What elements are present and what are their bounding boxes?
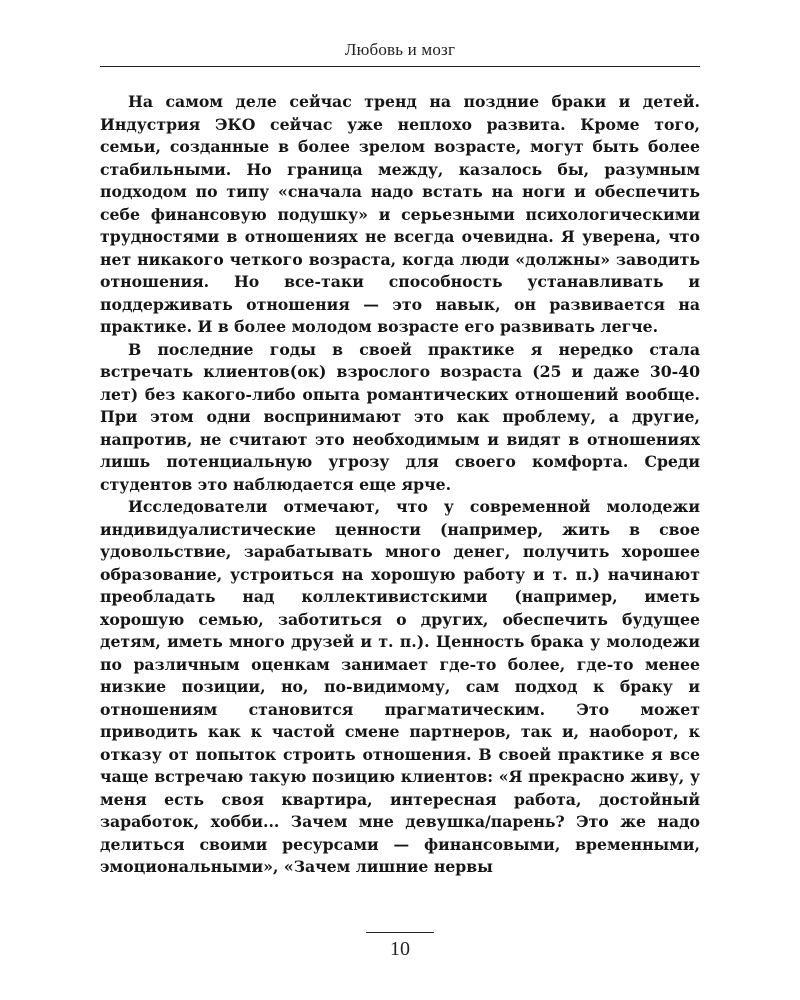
- footer-rule: [366, 932, 434, 933]
- paragraph-2: В последние годы в своей практике я нередко стала встречать клиентов(ок) взрослого возраста (25 и даже 30-40 лет) без какого-либо опыта романтических отношений вообще. При этом одни воспринимают это как проблему, а другие, напротив, не считают это необходимым и видят в отношениях лишь потенциальную угрозу для своего комфорта. Среди студентов это наблюдается еще ярче.: [100, 339, 700, 494]
- body-text: [100, 91, 700, 879]
- page-number: 10: [390, 938, 410, 960]
- paragraph-1: На самом деле сейчас тренд на поздние браки и детей. Индустрия ЭКО сейчас уже неплохо развита. Кроме того, семьи, созданные в более зрелом возрасте, могут быть более стабильными. Но граница между, казалось бы, разумным подходом по типу «сначала надо встать на ноги и обеспечить себе финансовую подушку» и серьезными психологическими трудностями в отношениях не всегда очевидна. Я уверена, что нет никакого четкого возраста, когда люди «должны» заводить отношения. Но все-таки способность устанавливать и поддерживать отношения — это навык, он развивается на практике. И в более молодом возрасте его развивать легче.: [100, 92, 700, 336]
- header-rule: [100, 66, 700, 67]
- running-title: Любовь и мозг: [344, 40, 456, 59]
- paragraph-3: Исследователи отмечают, что у современной молодежи индивидуалистические ценности (например, жить в свое удовольствие, зарабатывать много денег, получить хорошее образование, устроиться на хорошую работу и т. п.) начинают преобладать над коллективистскими (например, иметь хорошую семью, заботиться о других, обеспечить будущее детям, иметь много друзей и т. п.). Ценность брака у молодежи по различным оценкам занимает где-то более, где-то менее низкие позиции, но, по-видимому, сам подход к браку и отношениям становится прагматическим. Это может приводить как к частой смене партнеров, так и, наоборот, к отказу от попыток строить отношения. В своей практике я все чаще встречаю такую позицию клиентов: «Я прекрасно живу, у меня есть своя квартира, интересная работа, достойный заработок, хобби... Зачем мне девушка/парень? Это же надо делиться своими ресурсами — финансовыми, временными, эмоциональными», «Зачем лишние нервы: [100, 497, 700, 876]
